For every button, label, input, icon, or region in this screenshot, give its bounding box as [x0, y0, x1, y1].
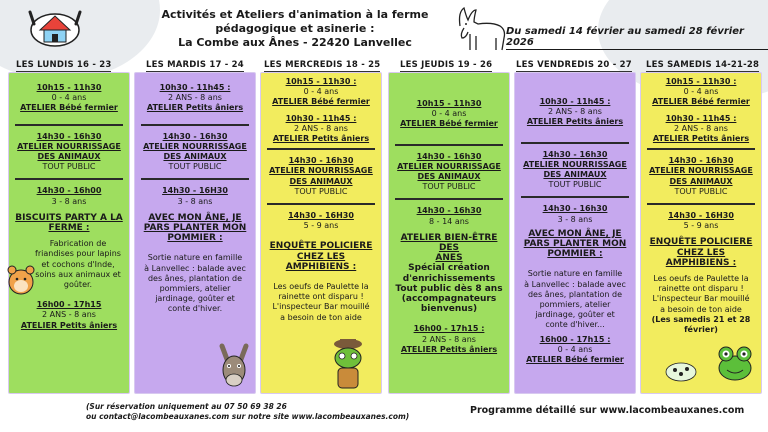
session-time: 14h30 - 16h30 [416, 206, 482, 216]
session-age: 0 - 4 ans [431, 109, 467, 119]
session-title: ATELIER NOURRISSAGE [143, 141, 247, 151]
divider [15, 178, 123, 180]
session-time: 10h30 - 11h45 : [159, 83, 231, 92]
session-description: des ânes, plantation de [527, 289, 623, 299]
session-description: rainette ont disparu ! [278, 292, 364, 302]
session-title: ATELIER Petits âniers [272, 134, 370, 144]
divider [647, 148, 755, 150]
frog-eggs-icon [664, 360, 698, 384]
donkey-head-icon [212, 342, 256, 392]
column-vendredi [514, 72, 636, 394]
divider [141, 178, 249, 180]
session-description: bienvenus) [420, 304, 478, 315]
contact-line: ou contact@lacombeauxanes.com sur notre site www.lacombeauxanes.com) [86, 412, 410, 421]
session-audience: TOUT PUBLIC [294, 186, 348, 196]
session-title: DES ANIMAUX [163, 152, 227, 162]
session-description: et cochons d'Inde, [41, 259, 115, 269]
day-label-mardi: LES MARDIS 17 - 24 [146, 60, 244, 70]
session-title: DES ANIMAUX [669, 176, 733, 186]
day-label-mercredi: LES MERCREDIS 18 - 25 [264, 60, 381, 70]
session-title: DES ANIMAUX [417, 172, 481, 182]
session-description: L'inspecteur Bar mouillé [652, 294, 750, 304]
hamster-icon [6, 262, 36, 296]
session-title: ATELIER Petits âniers [20, 320, 118, 330]
frog-icon [712, 340, 758, 384]
session-title: ATELIER Petits âniers [400, 344, 498, 354]
session-morning-baby [261, 77, 381, 108]
session-title: ATELIER NOURRISSAGE [269, 166, 373, 176]
session-audience: TOUT PUBLIC [42, 162, 96, 172]
session-title: DES ANIMAUX [543, 170, 607, 180]
session-afternoon-feeding [261, 156, 381, 197]
session-title: ATELIER Bébé fermier [20, 103, 118, 113]
session-age: 2 ANS - 8 ans [422, 334, 476, 344]
session-time: 16h00 - 17h15 : [539, 334, 611, 344]
session-age: 3 - 8 ans [51, 196, 87, 206]
session-time: 14h30 - 16h30 [288, 156, 354, 166]
session-description: à Lanvellec : balade avec [144, 263, 246, 273]
session-age: 0 - 4 ans [557, 344, 593, 354]
session-audience: TOUT PUBLIC [674, 186, 728, 196]
session-description: pommiers, atelier [539, 300, 611, 310]
divider [267, 203, 375, 205]
date-range: Du samedi 14 février au samedi 28 février 2026 [506, 26, 768, 50]
session-description: goûter. [63, 280, 93, 290]
session-time: 14h30 - 16h30 [36, 131, 102, 141]
session-description: friandises pour lapins [35, 249, 121, 259]
session-description: conte d'hiver. [167, 304, 223, 314]
session-title: PARS PLANTER MON [523, 239, 627, 250]
title-line-3: La Combe aux Ânes - 22420 Lanvellec [178, 36, 412, 49]
session-afternoon-activity [515, 204, 635, 330]
farm-logo-icon [28, 4, 82, 48]
contact-line: (Sur réservation uniquement au 07 50 69 38 26 [86, 402, 287, 411]
session-description: février) [684, 325, 718, 335]
session-time: 14h30 - 16h30 [416, 151, 482, 161]
contact-info [86, 402, 409, 422]
session-title: ATELIER Bébé fermier [526, 355, 624, 365]
session-title: DES ANIMAUX [289, 176, 353, 186]
session-afternoon-feeding [135, 132, 255, 173]
session-time: 10h15 - 11h30 [416, 99, 482, 108]
session-audience: TOUT PUBLIC [422, 182, 476, 192]
session-time: 14h30 - 16h00 [36, 186, 102, 196]
session-title: PARS PLANTER MON [143, 223, 247, 234]
session-age: 3 - 8 ans [177, 196, 213, 206]
programme-link: Programme détaillé sur www.lacombeauxanes.com [470, 405, 745, 416]
day-label-samedi: LES SAMEDIS 14-21-28 [646, 60, 760, 70]
session-morning [135, 83, 255, 114]
session-description: a besoin de ton aide [280, 312, 362, 322]
session-time: 14h30 - 16h30 [542, 204, 608, 214]
column-lundi [8, 72, 130, 394]
session-time: 10h15 - 11h30 : [285, 77, 357, 86]
divider [521, 196, 629, 198]
session-description: Tout public dès 8 ans [395, 283, 503, 294]
session-title: ATELIER Bébé fermier [272, 97, 370, 107]
session-title: AVEC MON ÂNE, JE [148, 212, 242, 223]
frog-detective-icon [328, 336, 368, 392]
column-jeudi [388, 72, 510, 394]
session-title: ATELIER BIEN-ÊTRE DES [400, 232, 498, 254]
session-description: (Les samedis 21 et 28 [651, 314, 751, 324]
session-description: jardinage, goûter et [155, 294, 235, 304]
session-time: 16h00 - 17h15 [36, 300, 102, 310]
session-afternoon-activity [641, 211, 761, 335]
session-title: ATELIER Petits âniers [146, 103, 244, 113]
session-time: 10h15 - 11h30 : [665, 77, 737, 86]
session-description: Spécial création [408, 263, 490, 274]
session-late [389, 324, 509, 355]
session-afternoon-feeding [515, 150, 635, 191]
session-late [515, 335, 635, 366]
session-time: 16h00 - 17h15 : [413, 324, 485, 334]
session-title: AVEC MON ÂNE, JE [528, 228, 622, 239]
session-afternoon-feeding [641, 156, 761, 197]
session-age: 2 ANS - 8 ans [548, 107, 602, 117]
session-description: Sortie nature en famille [527, 269, 623, 279]
session-description: Les oeufs de Paulette la [273, 282, 369, 292]
session-morning [9, 83, 129, 114]
session-time: 14h30 - 16h30 [162, 131, 228, 141]
session-age: 5 - 9 ans [683, 221, 719, 231]
session-title: ATELIER Bébé fermier [400, 119, 498, 129]
session-age: 0 - 4 ans [683, 87, 719, 97]
session-time: 10h30 - 11h45 : [539, 97, 611, 106]
session-time: 14h30 - 16H30 [668, 211, 734, 221]
session-title: ENQUÊTE POLICIERE [649, 237, 753, 248]
session-title: CHEZ LES AMPHIBIENS : [665, 247, 737, 268]
session-description: des ânes, plantation de [147, 273, 243, 283]
page-title [130, 8, 460, 50]
session-age: 0 - 4 ans [303, 87, 339, 97]
session-time: 14h30 - 16H30 [288, 211, 354, 221]
session-title: ENQUÊTE POLICIERE [269, 241, 373, 252]
divider [395, 198, 503, 200]
session-description: à Lanvellec : balade avec [524, 279, 626, 289]
divider [141, 124, 249, 126]
session-morning-petits [261, 114, 381, 145]
day-label-vendredi: LES VENDREDIS 20 - 27 [516, 60, 632, 70]
session-audience: TOUT PUBLIC [548, 180, 602, 190]
session-description: Les oeufs de Paulette la [653, 274, 749, 284]
title-line-1: Activités et Ateliers d'animation à la ferme [161, 8, 429, 21]
session-time: 14h30 - 16h30 [542, 149, 608, 159]
session-morning-baby [641, 77, 761, 108]
session-title: DES ANIMAUX [37, 152, 101, 162]
session-description: rainette ont disparu ! [658, 284, 744, 294]
session-title: ATELIER Bébé fermier [652, 97, 750, 107]
session-age: 2 ANS - 8 ans [294, 123, 348, 133]
session-description: pommiers, atelier [159, 284, 231, 294]
session-age: 5 - 9 ans [303, 221, 339, 231]
session-morning [389, 99, 509, 130]
session-title: BISCUITS PARTY A LA [15, 212, 123, 223]
session-description: L'inspecteur Bar mouillé [272, 302, 370, 312]
session-title: ANES [435, 253, 463, 264]
session-time: 14h30 - 16H30 [162, 186, 228, 196]
divider [15, 124, 123, 126]
session-title: ATELIER NOURRISSAGE [397, 161, 501, 171]
session-age: 2 ANS - 8 ans [168, 93, 222, 103]
session-age: 8 - 14 ans [429, 216, 469, 226]
donkey-icon [452, 4, 510, 52]
session-afternoon-feeding [389, 152, 509, 193]
session-title: POMMIER : [167, 233, 223, 244]
session-title: ATELIER NOURRISSAGE [523, 159, 627, 169]
session-time: 10h30 - 11h45 : [665, 113, 737, 123]
session-description: Fabrication de [49, 239, 107, 249]
title-line-2: pédagogique et asinerie : [215, 22, 375, 35]
session-late [9, 300, 129, 331]
divider [267, 148, 375, 150]
session-title: ATELIER NOURRISSAGE [649, 166, 753, 176]
session-morning [515, 97, 635, 128]
session-age: 2 ANS - 8 ans [674, 123, 728, 133]
session-afternoon-activity [261, 211, 381, 323]
session-description: jardinage, goûter et [535, 310, 615, 320]
session-morning-petits [641, 114, 761, 145]
session-description: d'enrichissements [402, 273, 496, 284]
session-title: ATELIER Petits âniers [526, 117, 624, 127]
session-time: 10h15 - 11h30 [36, 83, 102, 92]
session-description: conte d'hiver... [545, 320, 605, 330]
day-label-lundi: LES LUNDIS 16 - 23 [16, 60, 112, 70]
session-time: 10h30 - 11h45 : [285, 113, 357, 123]
session-description: soins aux animaux et [35, 269, 121, 279]
session-title: FERME : [48, 223, 90, 234]
divider [521, 142, 629, 144]
session-description: a besoin de ton aide [660, 304, 742, 314]
session-afternoon-feeding [9, 132, 129, 173]
session-title: POMMIER : [547, 249, 603, 260]
session-age: 2 ANS - 8 ans [42, 310, 96, 320]
session-audience: TOUT PUBLIC [168, 162, 222, 172]
session-title: CHEZ LES AMPHIBIENS : [285, 251, 357, 272]
session-afternoon-activity [389, 206, 509, 314]
session-age: 3 - 8 ans [557, 214, 593, 224]
session-age: 0 - 4 ans [51, 93, 87, 103]
day-label-jeudi: LES JEUDIS 19 - 26 [400, 60, 493, 70]
divider [395, 144, 503, 146]
session-time: 14h30 - 16h30 [668, 156, 734, 166]
session-title: ATELIER NOURRISSAGE [17, 141, 121, 151]
session-afternoon-activity [135, 186, 255, 314]
divider [647, 203, 755, 205]
session-title: ATELIER Petits âniers [652, 134, 750, 144]
session-description: Sortie nature en famille [147, 253, 243, 263]
session-description: (accompagnateurs [401, 294, 497, 305]
